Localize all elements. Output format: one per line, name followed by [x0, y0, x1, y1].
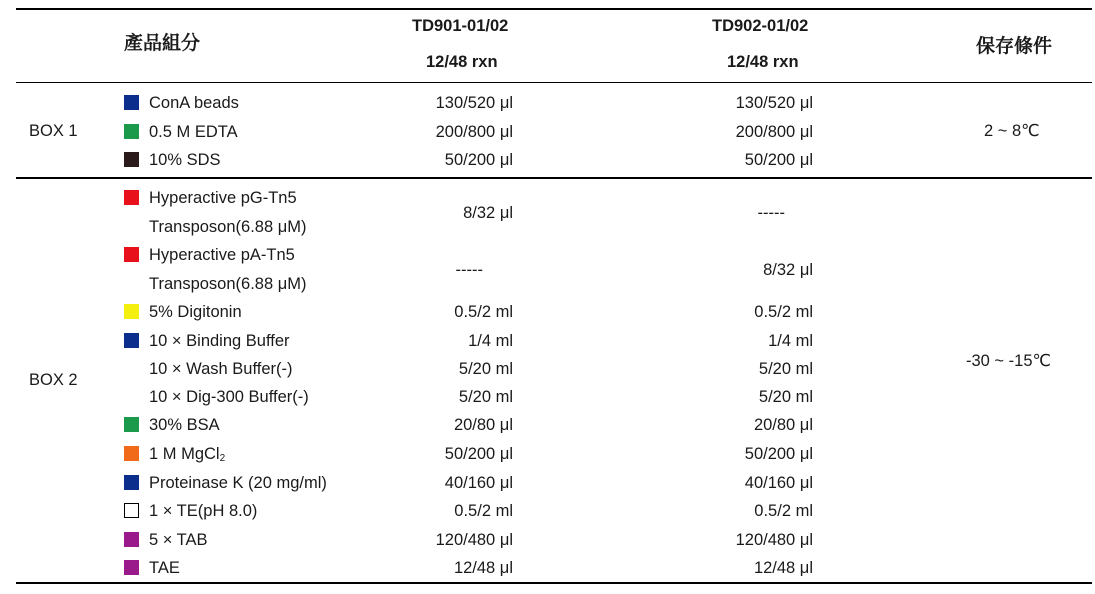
product2-volume: 5/20 ml [758, 388, 813, 406]
product1-volume: 0.5/2 ml [454, 303, 513, 321]
color-swatch [124, 124, 139, 139]
component-name: Hyperactive pA-Tn5 [149, 246, 295, 264]
storage-header: 保存條件 [976, 35, 1053, 57]
component-name: Hyperactive pG-Tn5 [149, 189, 297, 207]
product1-volume: 20/80 μl [453, 416, 513, 434]
product2-code-header: TD902-01/02 [712, 17, 809, 35]
product1-volume: 5/20 ml [458, 360, 513, 378]
product1-volume: 200/800 μl [435, 123, 513, 141]
box1-storage: 2 ~ 8℃ [984, 122, 1040, 140]
component-name-main: 1 M MgCl [149, 445, 220, 463]
product1-rxn-header: 12/48 rxn [426, 53, 498, 71]
component-name: TAE [149, 559, 180, 577]
component-name [149, 444, 225, 469]
product1-volume: 1/4 ml [468, 332, 513, 350]
product2-volume: 8/32 μl [763, 261, 813, 279]
component-name-subscript: 2 [219, 453, 226, 464]
product1-volume: 12/48 μl [453, 559, 513, 577]
product2-volume: 1/4 ml [768, 332, 813, 350]
box-divider-rule [16, 177, 1092, 179]
product1-volume: 5/20 ml [458, 388, 513, 406]
product2-rxn-header: 12/48 rxn [727, 53, 799, 71]
product1-volume: 50/200 μl [444, 445, 513, 463]
component-name: 0.5 M EDTA [149, 123, 238, 141]
component-name-line2: Transposon(6.88 μM) [149, 275, 307, 293]
product2-volume: 40/160 μl [744, 474, 813, 492]
product2-volume: 200/800 μl [735, 123, 813, 141]
component-name-line2: Transposon(6.88 μM) [149, 218, 307, 236]
component-name: 5% Digitonin [149, 303, 242, 321]
product1-volume: ----- [455, 261, 483, 279]
bottom-rule [16, 582, 1092, 584]
top-rule [16, 8, 1092, 10]
header-rule [16, 82, 1092, 83]
color-swatch [124, 560, 139, 575]
product2-volume: 12/48 μl [753, 559, 813, 577]
product2-volume: 5/20 ml [758, 360, 813, 378]
product1-volume: 0.5/2 ml [454, 502, 513, 520]
component-name: Proteinase K (20 mg/ml) [149, 474, 327, 492]
product1-code-header: TD901-01/02 [412, 17, 509, 35]
color-swatch [124, 190, 139, 205]
component-name: 30% BSA [149, 416, 220, 434]
product2-volume: 50/200 μl [744, 151, 813, 169]
product1-volume: 8/32 μl [463, 204, 513, 222]
color-swatch [124, 95, 139, 110]
product2-volume: 50/200 μl [744, 445, 813, 463]
component-name: 10 × Dig-300 Buffer(-) [149, 388, 309, 406]
box1-label: BOX 1 [29, 122, 78, 140]
component-name: 10% SDS [149, 151, 221, 169]
color-swatch [124, 417, 139, 432]
product1-volume: 130/520 μl [435, 94, 513, 112]
product2-volume: 120/480 μl [735, 531, 813, 549]
product2-volume: 0.5/2 ml [754, 303, 813, 321]
component-name: 1 × TE(pH 8.0) [149, 502, 258, 520]
product2-volume: 130/520 μl [735, 94, 813, 112]
product2-volume: 20/80 μl [753, 416, 813, 434]
color-swatch [124, 152, 139, 167]
box2-storage: -30 ~ -15℃ [966, 352, 1052, 370]
color-swatch [124, 446, 139, 461]
component-name: ConA beads [149, 94, 239, 112]
product2-volume: 0.5/2 ml [754, 502, 813, 520]
color-swatch [124, 247, 139, 262]
component-header: 產品組分 [124, 32, 201, 54]
color-swatch [124, 333, 139, 348]
color-swatch [124, 503, 139, 518]
box2-label: BOX 2 [29, 371, 78, 389]
component-name: 5 × TAB [149, 531, 208, 549]
product2-volume: ----- [757, 204, 785, 222]
component-name: 10 × Binding Buffer [149, 332, 290, 350]
color-swatch [124, 304, 139, 319]
color-swatch [124, 532, 139, 547]
product1-volume: 50/200 μl [444, 151, 513, 169]
product1-volume: 40/160 μl [444, 474, 513, 492]
component-name: 10 × Wash Buffer(-) [149, 360, 293, 378]
product1-volume: 120/480 μl [435, 531, 513, 549]
color-swatch [124, 475, 139, 490]
